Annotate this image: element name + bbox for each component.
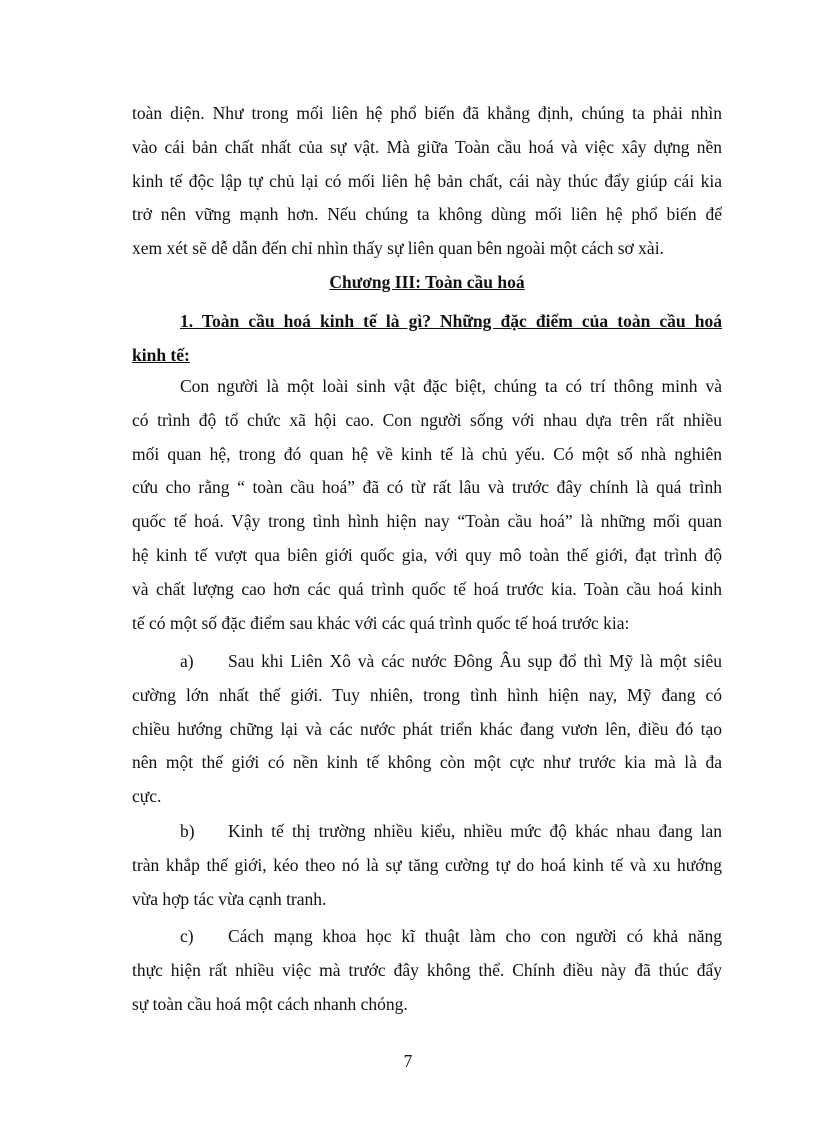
text-line: cực. (132, 786, 162, 807)
text-line: và chất lượng cao hơn các quá trình quốc tế hoá trước kia. Toàn cầu hoá kinh (132, 578, 722, 599)
list-item (132, 815, 722, 916)
list-item-first-line (132, 645, 722, 679)
text-line: mối quan hệ, trong đó quan hệ về kinh tế là chủ yếu. Có một số nhà nghiên (132, 443, 722, 464)
list-item (132, 645, 722, 814)
text-line: Con người là một loài sinh vật đặc biệt, chúng ta có trí thông minh và (180, 376, 722, 396)
text-line: toàn diện. Như trong mối liên hệ phổ biến đã khẳng định, chúng ta phải nhìn (132, 103, 722, 123)
list-item-text: Cách mạng khoa học kĩ thuật làm cho con người có khả năng (228, 926, 722, 946)
text-line: nên một thế giới có nền kinh tế không còn một cực như trước kia mà là đa (132, 752, 722, 773)
list-marker: c) (180, 926, 194, 946)
text-line: kinh tế độc lập tự chủ lại có mối liên hệ bản chất, cái này thúc đẩy giúp cái kia (132, 170, 722, 191)
main-paragraph (132, 370, 722, 640)
text-line: trở nên vững mạnh hơn. Nếu chúng ta không dùng mối liên hệ phổ biến để (132, 204, 722, 225)
text-line: vừa hợp tác vừa cạnh tranh. (132, 888, 327, 909)
page-number: 7 (403, 1051, 413, 1071)
list-item-text: Kinh tế thị trường nhiều kiểu, nhiều mức độ khác nhau đang lan (228, 821, 722, 841)
list-marker: b) (180, 821, 195, 841)
chapter-title (132, 266, 722, 300)
text-line: vào cái bản chất nhất của sự vật. Mà giữa Toàn cầu hoá và việc xây dựng nền (132, 136, 722, 157)
intro-paragraph (132, 97, 722, 266)
chapter-title-text: Chương III: Toàn cầu hoá (329, 272, 525, 292)
text-line: chiều hướng chững lại và các nước phát triển khác đang vươn lên, điều đó tạo (132, 718, 722, 739)
list-marker: a) (180, 651, 194, 671)
list-item (132, 920, 722, 1021)
list-item-first-line (132, 815, 722, 849)
text-line: sự toàn cầu hoá một cách nhanh chóng. (132, 993, 408, 1014)
section-heading-line: 1. Toàn cầu hoá kinh tế là gì? Những đặc điểm của toàn cầu hoá (180, 311, 722, 331)
text-line: tràn khắp thế giới, kéo theo nó là sự tăng cường tự do hoá kinh tế và xu hướng (132, 854, 722, 875)
text-line: xem xét sẽ dễ dẫn đến chỉ nhìn thấy sự liên quan bên ngoài một cách sơ xài. (132, 238, 664, 259)
text-line: tế có một số đặc điểm sau khác với các quá trình quốc tế hoá trước kia: (132, 612, 630, 633)
text-line: cứu cho rằng “ toàn cầu hoá” đã có từ rất lâu và trước đây chính là quá trình (132, 477, 722, 498)
text-line: hệ kinh tế vượt qua biên giới quốc gia, với quy mô toàn thế giới, đạt trình độ (132, 544, 722, 565)
text-line: cường lớn nhất thế giới. Tuy nhiên, trong tình hình hiện nay, Mỹ đang có (132, 684, 722, 705)
list-item-first-line (132, 920, 722, 954)
text-line: có trình độ tổ chức xã hội cao. Con người sống với nhau dựa trên rất nhiều (132, 409, 722, 430)
text-line: thực hiện rất nhiều việc mà trước đây không thể. Chính điều này đã thúc đẩy (132, 959, 722, 980)
text-line: quốc tế hoá. Vậy trong tình hình hiện nay “Toàn cầu hoá” là những mối quan (132, 511, 722, 532)
section-heading (132, 305, 722, 373)
list-item-text: Sau khi Liên Xô và các nước Đông Âu sụp đổ thì Mỹ là một siêu (228, 651, 722, 671)
section-heading-line: kinh tế: (132, 344, 190, 365)
